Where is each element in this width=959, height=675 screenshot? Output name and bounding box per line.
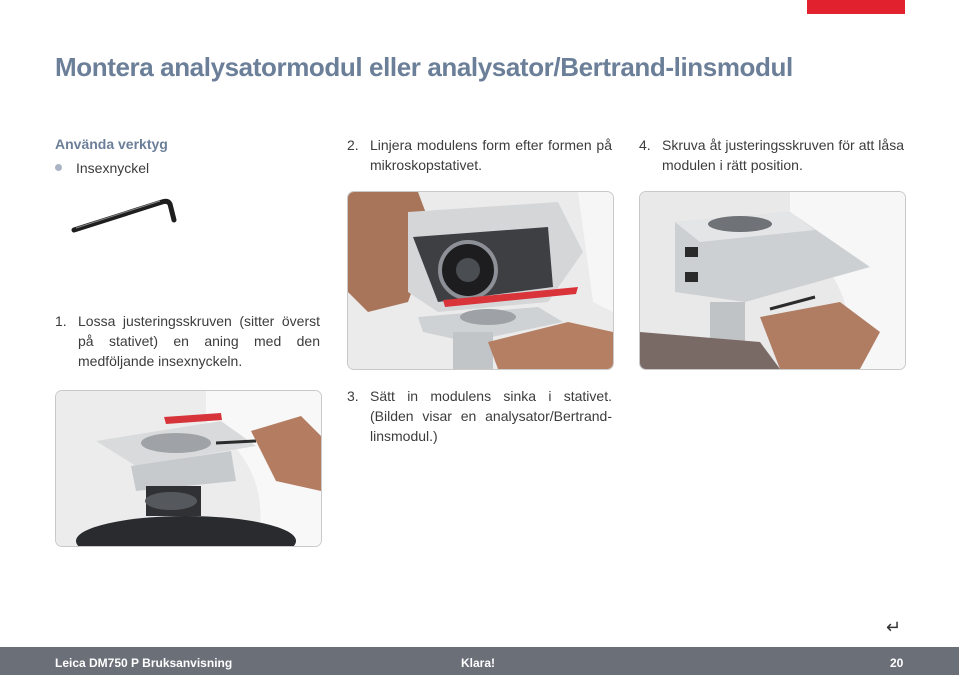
return-arrow-icon[interactable]: ↵ [886,617,902,637]
photo-tighten-screw [639,191,906,370]
photo-loosen-screw [55,390,322,547]
footer-doc-title: Leica DM750 P Bruksanvisning [55,656,233,670]
page-title: Montera analysatormodul eller analysator/Bertrand-linsmodul [55,52,793,82]
footer-bar [0,647,959,675]
tools-list-item [55,160,149,176]
page-number: 20 [890,656,904,670]
step-1: 1. Lossa justeringsskruven (sitter överst på stativet) en aning med den medföljande insexnyckeln. [55,313,320,369]
footer-center: Klara! [461,656,496,670]
hex-key-icon [70,192,180,237]
step-2: 2. Linjera modulens form efter formen på mikroskopstativet. [347,137,612,173]
top-red-tab [807,0,905,14]
step-3: 3. Sätt in modulens sinka i stativet. (Bilden visar en analysator/Bertrand-linsmodul.) [347,388,612,444]
tool-label: Insexnyckel [76,160,150,176]
tools-heading: Använda verktyg [55,136,168,152]
step-4: 4. Skruva åt justeringsskruven för att låsa modulen i rätt position. [639,137,904,173]
bullet-icon [55,164,62,171]
photo-align-module [347,191,614,370]
